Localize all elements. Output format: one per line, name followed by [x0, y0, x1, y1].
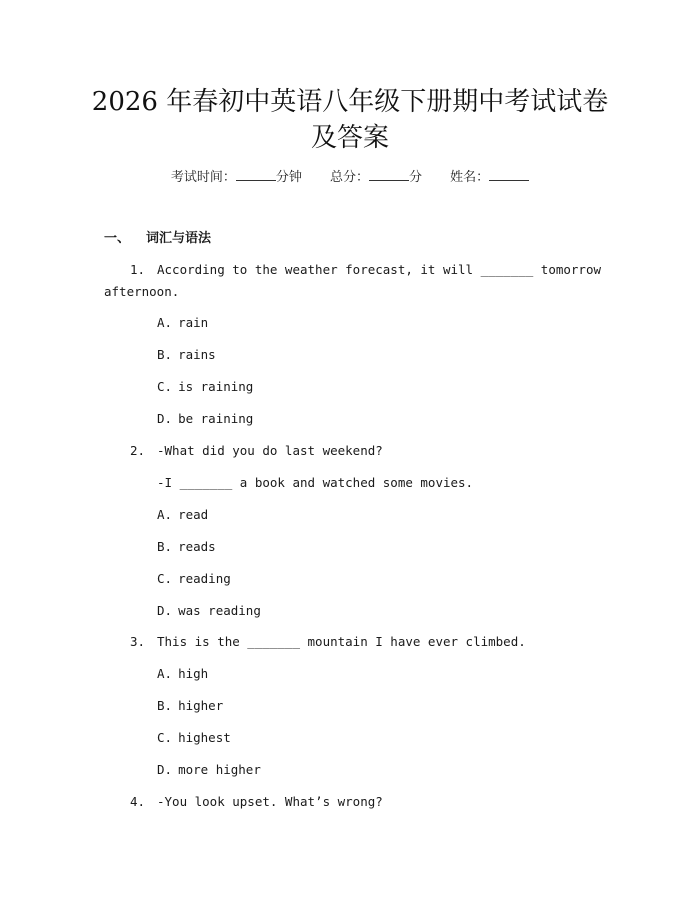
- question-number: 4.: [130, 794, 146, 809]
- option-label: A.: [157, 666, 173, 681]
- question-text: -You look upset. What’s wrong?: [157, 794, 383, 809]
- answer-option: [157, 409, 253, 429]
- option-label: D.: [157, 762, 173, 777]
- student-name-field: [450, 170, 529, 185]
- answer-option: [157, 569, 231, 589]
- option-label: C.: [157, 730, 173, 745]
- answer-option: [157, 696, 223, 716]
- answer-option: [157, 601, 261, 621]
- option-text: highest: [178, 730, 231, 745]
- option-text: reading: [178, 571, 231, 586]
- option-label: C.: [157, 379, 173, 394]
- exam-time-label: 考试时间：: [170, 170, 236, 185]
- exam-time-blank: [236, 168, 276, 181]
- section-number: 一、: [104, 231, 131, 246]
- question-text: -What did you do last weekend?: [157, 443, 383, 458]
- option-label: D.: [157, 603, 173, 618]
- answer-option: [157, 313, 208, 333]
- answer-option: [157, 377, 253, 397]
- option-label: B.: [157, 698, 173, 713]
- total-score-field: [330, 170, 426, 185]
- option-text: is raining: [178, 379, 254, 394]
- answer-option: [157, 664, 208, 684]
- option-text: be raining: [178, 411, 254, 426]
- option-text: more higher: [178, 762, 261, 777]
- question-text: According to the weather forecast, it will _______ tomorrow: [157, 262, 602, 277]
- total-score-label: 总分：: [329, 170, 369, 185]
- student-name-label: 姓名：: [450, 170, 490, 185]
- answer-option: [157, 537, 216, 557]
- answer-option: [157, 505, 208, 525]
- question-stem: [130, 792, 383, 812]
- option-text: read: [178, 507, 209, 522]
- option-label: B.: [157, 347, 173, 362]
- question-stem: [130, 260, 601, 280]
- question-stem: [130, 441, 383, 461]
- exam-time-unit: 分钟: [275, 170, 302, 185]
- question-number: 3.: [130, 634, 146, 649]
- option-label: A.: [157, 315, 173, 330]
- option-text: was reading: [178, 603, 261, 618]
- answer-option: [157, 760, 261, 780]
- section-heading: [104, 229, 211, 249]
- question-text: This is the _______ mountain I have ever climbed.: [157, 634, 526, 649]
- section-title: 词汇与语法: [146, 231, 212, 246]
- question-number: 1.: [130, 262, 146, 277]
- question-stem-continued: afternoon.: [104, 284, 180, 299]
- answer-option: [157, 728, 231, 748]
- document-title-line-1: 2026 年春初中英语八年级下册期中考试试卷: [91, 87, 609, 117]
- option-label: A.: [157, 507, 173, 522]
- option-text: high: [178, 666, 209, 681]
- question-number: 2.: [130, 443, 146, 458]
- option-text: rain: [178, 315, 209, 330]
- answer-option: [157, 345, 216, 365]
- exam-info-row: [0, 168, 700, 188]
- option-text: reads: [178, 539, 216, 554]
- option-label: C.: [157, 571, 173, 586]
- option-label: D.: [157, 411, 173, 426]
- total-score-blank: [369, 168, 409, 181]
- option-text: rains: [178, 347, 216, 362]
- question-stem-continued: -I _______ a book and watched some movies.: [157, 475, 474, 490]
- option-label: B.: [157, 539, 173, 554]
- document-title-line-2: 及答案: [310, 123, 389, 153]
- exam-time-field: [171, 170, 306, 185]
- total-score-unit: 分: [409, 170, 423, 185]
- student-name-blank: [489, 168, 529, 181]
- option-text: higher: [178, 698, 224, 713]
- question-stem: [130, 632, 526, 652]
